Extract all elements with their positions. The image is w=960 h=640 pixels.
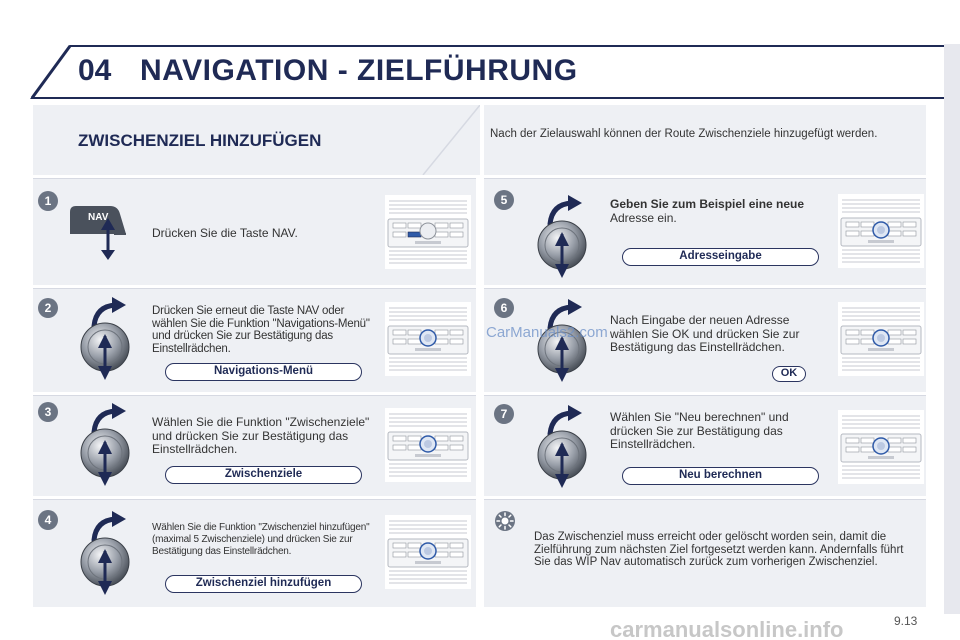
dashboard-knob-image <box>385 515 471 589</box>
zwischenziel-hinzufuegen-label: Zwischenziel hinzufügen <box>165 575 362 593</box>
step-4-number: 4 <box>38 510 58 530</box>
dashboard-knob-image <box>385 302 471 376</box>
dashboard-knob-image <box>838 194 924 268</box>
step-6-number: 6 <box>494 298 514 318</box>
step-1-number: 1 <box>38 191 58 211</box>
nav-key-label: NAV <box>88 212 109 223</box>
dashboard-nav-highlight-image <box>385 195 471 269</box>
step-7-text: Wählen Sie "Neu berechnen" und drücken Sie zur Bestätigung das Einstellrädchen. <box>610 410 789 451</box>
footer-url: carmanualsonline.info <box>610 617 844 640</box>
note-text: Das Zwischenziel muss erreicht oder gelöscht worden sein, damit die Zielführung zum nächsten Ziel fortgesetzt werden kann. Andernfalls führt Sie das WIP Nav automatisch zurück zum vorherigen Zwischenziel. <box>534 531 904 568</box>
neu-berechnen-label: Neu berechnen <box>622 467 819 485</box>
dashboard-knob-image <box>838 302 924 376</box>
dashboard-knob-image <box>385 408 471 482</box>
sun-icon <box>494 510 516 532</box>
adresseingabe-label: Adresseingabe <box>622 248 819 266</box>
rotary-knob-icon <box>537 220 587 280</box>
step-5-text <box>610 198 820 225</box>
step-5-text-bold: Geben Sie zum Beispiel eine neue <box>610 197 805 211</box>
rotary-knob-icon <box>537 430 587 490</box>
page-header <box>30 44 958 100</box>
ok-label: OK <box>772 366 806 382</box>
page-title: NAVIGATION - ZIELFÜHRUNG <box>140 54 578 87</box>
step-3-text: Wählen Sie die Funktion "Zwischenziele" und drücken Sie zur Bestätigung das Einstellrädchen. <box>152 415 370 456</box>
navigations-menu-label: Navigations-Menü <box>165 363 362 381</box>
watermark: CarManuals2.com <box>486 324 608 341</box>
page-number: 9.13 <box>894 614 918 628</box>
step-5-text-rest: Adresse ein. <box>610 210 677 225</box>
chapter-number: 04 <box>78 54 112 87</box>
step-6-text: Nach Eingabe der neuen Adresse wählen Sie OK und drücken Sie zur Bestätigung das Einstellrädchen. <box>610 313 800 354</box>
zwischenziele-label: Zwischenziele <box>165 466 362 484</box>
step-2-text: Drücken Sie erneut die Taste NAV oder wählen Sie die Funktion "Navigations-Menü" und drücken Sie zur Bestätigung das Einstellrädchen. <box>152 305 370 355</box>
scrollbar[interactable] <box>944 44 960 614</box>
nav-key-icon <box>70 206 150 260</box>
step-2-number: 2 <box>38 298 58 318</box>
step-3-number: 3 <box>38 402 58 422</box>
section-title: ZWISCHENZIEL HINZUFÜGEN <box>78 131 322 150</box>
rotary-knob-icon <box>80 322 130 382</box>
rotary-knob-icon <box>80 537 130 597</box>
intro-text: Nach der Zielauswahl können der Route Zwischenziele hinzugefügt werden. <box>490 128 878 140</box>
rotary-knob-icon <box>80 428 130 488</box>
step-5-number: 5 <box>494 190 514 210</box>
step-7-number: 7 <box>494 404 514 424</box>
dashboard-knob-image <box>838 410 924 484</box>
step-4-text: Wählen Sie die Funktion "Zwischenziel hinzufügen" (maximal 5 Zwischenziele) und drücken Sie zur Bestätigung das Einstellrädchen. <box>152 522 370 557</box>
step-1-text: Drücken Sie die Taste NAV. <box>152 226 298 240</box>
